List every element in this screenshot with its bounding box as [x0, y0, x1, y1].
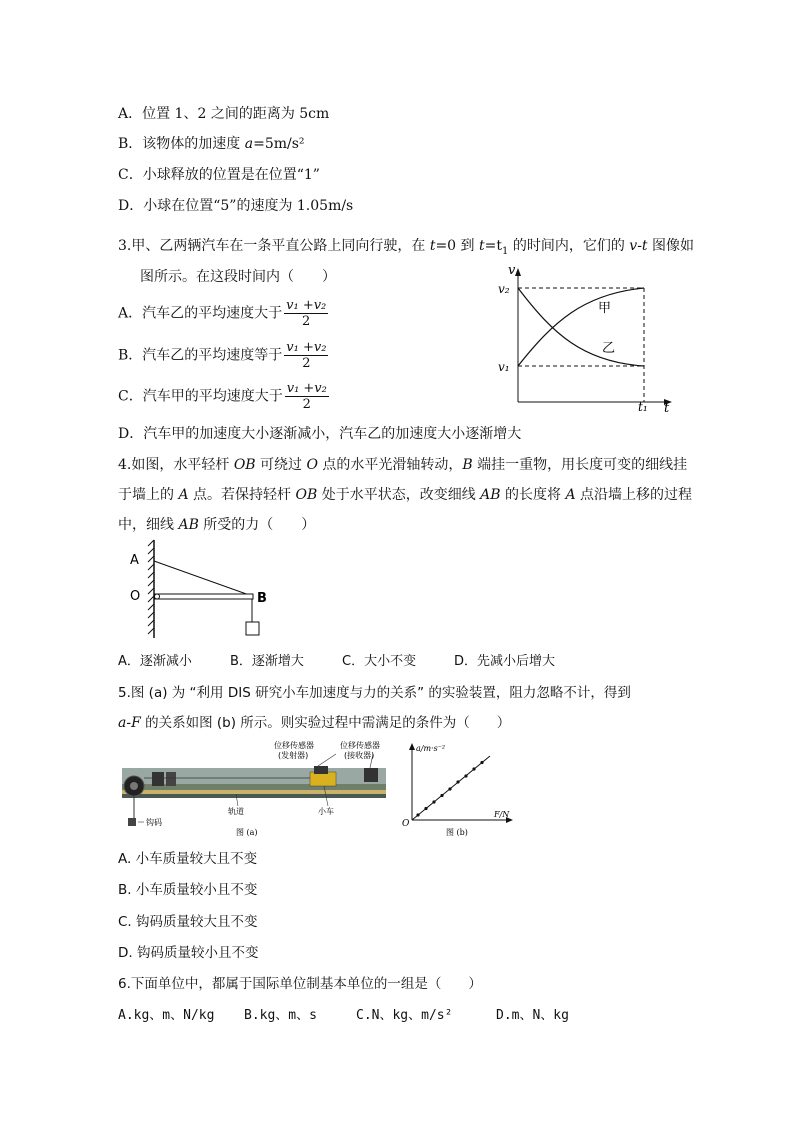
q3-stem-line2: 图所示。在这段时间内（ ）: [140, 269, 336, 285]
cart: [310, 772, 336, 786]
vt-graph: [498, 262, 678, 412]
t-axis-label: t: [664, 401, 670, 412]
figure-b-caption: 图 (b): [446, 828, 468, 837]
t1-label: t₁: [638, 400, 648, 412]
q5-stem-line2: a-F 的关系如图 (b) 所示。则实验过程中需满足的条件为（ ）: [118, 715, 511, 731]
a-f-graph: [398, 740, 516, 840]
q6-option-d: D.m、N、kg: [496, 1008, 569, 1023]
rod-ob: [155, 594, 253, 599]
q5-stem-line1: 5.图 (a) 为 “利用 DIS 研究小车加速度与力的关系” 的实验装置，阻力忽略不计，得到: [118, 685, 631, 701]
weight-label: 钩码: [146, 818, 162, 827]
q4-options: [118, 652, 555, 672]
wall-rod-figure: [122, 536, 282, 644]
q2-option-b: B．该物体的加速度 a=5m/s²: [118, 136, 305, 152]
q6-option-c: C.N、kg、m/s²: [356, 1008, 453, 1023]
y-axis-label: a/m·s⁻²: [416, 744, 446, 753]
hook-weight: [128, 818, 136, 826]
cart-label: 小车: [318, 807, 334, 816]
q5-option-c: C. 钩码质量较大且不变: [118, 914, 258, 930]
q6-option-a: A.kg、m、N/kg: [118, 1008, 215, 1023]
sensor-transmitter-sub-label: (发射器): [278, 751, 309, 760]
q4-stem-line2: 于墙上的 A 点。若保持轻杆 OB 处于水平状态，改变细线 AB 的长度将 A 点沿墙上移的过程: [118, 487, 693, 503]
v2-label: v₂: [498, 282, 510, 296]
q4-stem-line3: 中，细线 AB 所受的力（ ）: [118, 517, 316, 533]
q2-option-a: A．位置 1、2 之间的距离为 5cm: [118, 106, 330, 122]
q6-stem: 6.下面单位中，都属于国际单位制基本单位的一组是（ ）: [118, 976, 482, 992]
q3-option-c: C．汽车甲的平均速度大于 $\frac{\text{v₁ +v₂}}{2}$: [118, 381, 327, 412]
x-axis-label: F/N: [494, 810, 510, 819]
fraction: $\frac{\text{v₁ +v₂}}{2}$: [286, 381, 327, 412]
q4-option-c: C．大小不变: [342, 654, 417, 669]
q6-option-b: B.kg、m、s: [244, 1008, 317, 1023]
figure-a-caption: 图 (a): [236, 828, 258, 837]
origin-label: O: [402, 819, 410, 829]
q4-stem-line1: 4.如图，水平轻杆 OB 可绕过 O 点的水平光滑轴转动，B 端挂一重物，用长度可变的细线挂: [118, 457, 688, 473]
sensor-transmitter-label: 位移传感器: [274, 741, 314, 750]
fraction: $\frac{\text{v₁ +v₂}}{2}$: [286, 340, 327, 371]
curve-yi: [518, 288, 644, 366]
jia-label: 甲: [598, 301, 612, 316]
q4-option-b: B．逐渐增大: [230, 654, 304, 669]
q2-option-d: D．小球在位置“5”的速度为 1.05m/s: [118, 198, 354, 214]
q5-option-a: A. 小车质量较大且不变: [118, 851, 258, 867]
sensor-receiver-sub-label: (接收器): [344, 751, 375, 760]
fraction: $\frac{\text{v₁ +v₂}}{2}$: [286, 298, 327, 329]
q5-option-d: D. 钩码质量较小且不变: [118, 945, 259, 961]
track-label: 轨道: [228, 807, 244, 816]
curve-jia: [518, 288, 644, 366]
point-a-label: A: [130, 553, 139, 568]
point-o-label: O: [130, 589, 141, 604]
q6-options: [118, 1006, 569, 1026]
q3-option-a: A．汽车乙的平均速度大于 $\frac{\text{v₁ +v₂}}{2}$: [118, 298, 327, 329]
q3-option-d: D．汽车甲的加速度大小逐渐减小，汽车乙的加速度大小逐渐增大: [118, 426, 522, 442]
q3-option-b: B．汽车乙的平均速度等于 $\frac{\text{v₁ +v₂}}{2}$: [118, 340, 327, 371]
v1-label: v₁: [498, 360, 510, 374]
q5-option-b: B. 小车质量较小且不变: [118, 882, 258, 898]
q2-option-c: C．小球释放的位置是在位置“1”: [118, 167, 320, 183]
q4-option-d: D．先减小后增大: [454, 654, 556, 669]
q4-option-a: A．逐渐减小: [118, 654, 192, 669]
point-b-label: B: [257, 591, 267, 606]
string-ab: [154, 561, 252, 596]
hanging-weight: [246, 622, 259, 635]
data-points: [416, 761, 483, 817]
v-axis-label: v: [508, 263, 516, 278]
q3-stem-line1: 3.甲、乙两辆汽车在一条平直公路上同向行驶，在 t=0 到 $t=t_1$ 的时间内，它们的 v-t 图像如: [118, 238, 694, 257]
yi-label: 乙: [602, 341, 616, 356]
sensor-receiver-label: 位移传感器: [340, 741, 380, 750]
dis-apparatus-figure: [118, 740, 390, 840]
